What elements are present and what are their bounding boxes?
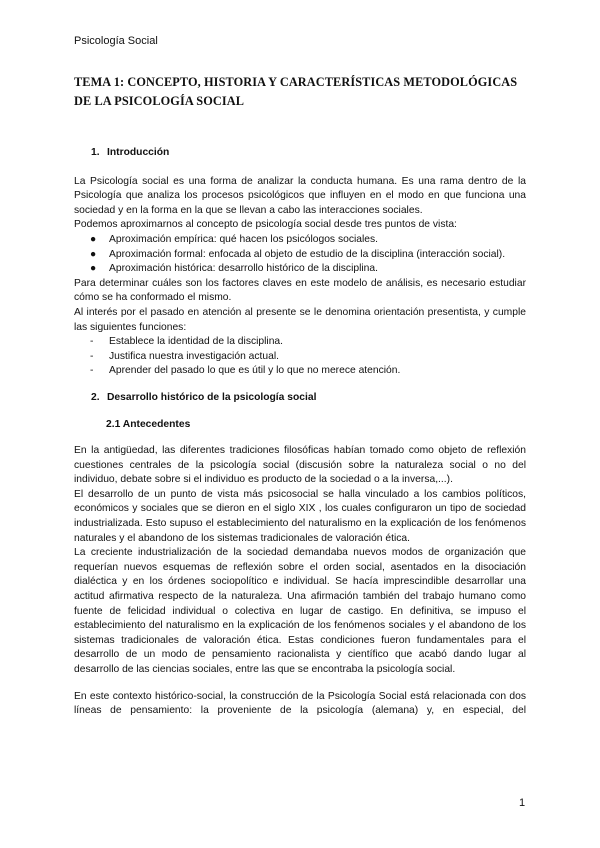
paragraph: Al interés por el pasado en atención al presente se le denomina orientación presentista, y cumple las siguientes funciones: (74, 306, 526, 333)
paragraph: Podemos aproximarnos al concepto de psicología social desde tres puntos de vista: (74, 219, 457, 231)
list-item: - Establece la identidad de la disciplina. (74, 335, 526, 350)
document-body (74, 146, 526, 719)
dash-icon: - (90, 336, 94, 348)
bullet-list (74, 233, 526, 277)
section-heading-introduccion (74, 146, 526, 161)
dash-list (74, 335, 526, 379)
section-number: 2. (91, 391, 100, 403)
dash-icon: - (90, 350, 94, 362)
paragraph: En este contexto histórico-social, la construcción de la Psicología Social está relacionada con dos líneas de pensamiento: la proveniente de la psicología (alemana) y, en especial, del (74, 690, 526, 717)
list-item: - Aprender del pasado lo que es útil y lo que no merece atención. (74, 364, 526, 379)
page-number: 1 (519, 797, 526, 809)
paragraph: En la antigüedad, las diferentes tradiciones filosóficas habían tomado como objeto de reflexión cuestiones centrales de la psicología social (discusión sobre la naturaleza social o no del individuo, debate sobre si el individuo es producto de la sociedad o a la inversa,...). (74, 445, 526, 486)
paragraph: Para determinar cuáles son los factores claves en este modelo de análisis, es necesario estudiar cómo se ha conformado el mismo. (74, 277, 526, 304)
paragraph: La Psicología social es una forma de analizar la conducta humana. Es una rama dentro de la Psicología que analiza los procesos psicológicos que influyen en el modo en que funciona una sociedad y en la forma en la que se llevan a cabo las interacciones sociales. (74, 175, 526, 216)
dash-icon: - (90, 365, 94, 377)
section-heading-desarrollo (74, 391, 526, 406)
page-title: TEMA 1: CONCEPTO, HISTORIA Y CARACTERÍSTICAS METODOLÓGICAS DE LA PSICOLOGÍA SOCIAL (74, 75, 518, 108)
running-header: Psicología Social (74, 35, 158, 47)
list-item: - Justifica nuestra investigación actual. (74, 350, 526, 365)
list-item: ● Aproximación formal: enfocada al objeto de estudio de la disciplina (interacción social). (74, 248, 526, 263)
list-item: ● Aproximación histórica: desarrollo histórico de la disciplina. (74, 262, 526, 277)
section-title: Desarrollo histórico de la psicología social (107, 391, 317, 403)
section-title: Introducción (107, 147, 170, 158)
bullet-icon: ● (90, 233, 97, 245)
section-number: 1. (91, 147, 100, 158)
paragraph: El desarrollo de un punto de vista más psicosocial se halla vinculado a los cambios políticos, económicos y sociales que se dieron en el siglo XIX , los cuales configuraron un tipo de sociedad industrializada. Esto supuso el establecimiento del naturalismo en la explicación de los fenómenos naturales y el abandono de los sistemas tradicionales de valoración ética. (74, 488, 526, 544)
subsection-heading: 2.1 Antecedentes (106, 418, 191, 430)
paragraph: La creciente industrialización de la sociedad demandaba nuevos modos de organización que requerían nuevos esquemas de reflexión sobre el orden social, asentados en la disociación dialéctica y en los órdenes sociopolítico e individual. Se hacía imprescindible desarrollar una actitud afirmativa respecto de la naturaleza. Una afirmación también del trabajo humano como fuente de felicidad individual o colectiva en lugar de castigo. En definitiva, se impuso el establecimiento del naturalismo en la explicación de los fenómenos sociales y el abandono de los sistemas tradicionales de valoración ética. Estas condiciones fueron fundamentales para el desarrollo de un modo de pensamiento racionalista y científico que acabó dando lugar al desarrollo de las ciencias sociales, entre las que se encontraba la psicología social. (74, 547, 526, 675)
list-item: ● Aproximación empírica: qué hacen los psicólogos sociales. (74, 233, 526, 248)
bullet-icon: ● (90, 263, 97, 275)
bullet-icon: ● (90, 248, 97, 260)
